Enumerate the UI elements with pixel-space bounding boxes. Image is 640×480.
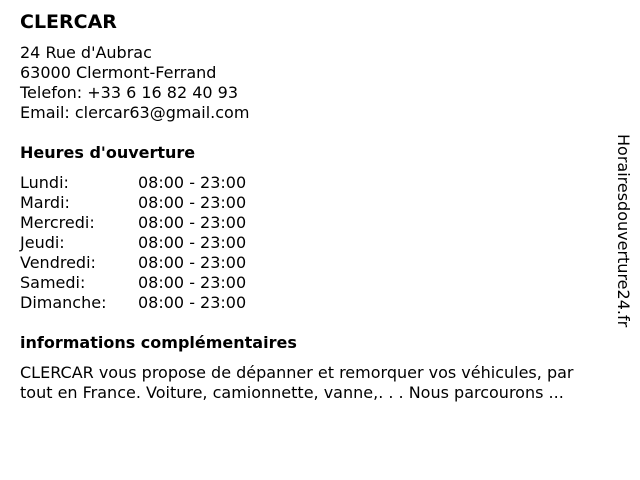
hours-row-vendredi — [20, 253, 620, 273]
contact-block — [20, 43, 620, 123]
hours-heading: Heures d'ouverture — [20, 143, 196, 162]
time-range: 08:00 - 23:00 — [138, 293, 247, 312]
hours-row-dimanche — [20, 293, 620, 313]
address-city: 63000 Clermont-Ferrand — [20, 63, 217, 82]
hours-row-mercredi — [20, 213, 620, 233]
time-range: 08:00 - 23:00 — [138, 193, 247, 212]
address-street: 24 Rue d'Aubrac — [20, 43, 152, 62]
day-label: Mardi: — [20, 193, 70, 212]
time-range: 08:00 - 23:00 — [138, 213, 247, 232]
description-line: tout en France. Voiture, camionnette, vanne,. . . Nous parcourons ... — [20, 383, 564, 402]
phone-number: Telefon: +33 6 16 82 40 93 — [20, 83, 239, 102]
time-range: 08:00 - 23:00 — [138, 233, 247, 252]
hours-row-samedi — [20, 273, 620, 293]
hours-row-mardi — [20, 193, 620, 213]
time-range: 08:00 - 23:00 — [138, 253, 247, 272]
day-label: Dimanche: — [20, 293, 107, 312]
day-label: Lundi: — [20, 173, 69, 192]
email-address: Email: clercar63@gmail.com — [20, 103, 250, 122]
info-heading: informations complémentaires — [20, 333, 297, 352]
day-label: Mercredi: — [20, 213, 95, 232]
business-name: CLERCAR — [20, 11, 117, 33]
site-watermark: Horairesdouverture24.fr — [614, 134, 633, 328]
hours-table — [20, 173, 620, 313]
description-line: CLERCAR vous propose de dépanner et remorquer vos véhicules, par — [20, 363, 574, 382]
day-label: Vendredi: — [20, 253, 96, 272]
hours-row-lundi — [20, 173, 620, 193]
day-label: Jeudi: — [20, 233, 65, 252]
info-description — [20, 363, 620, 403]
hours-row-jeudi — [20, 233, 620, 253]
time-range: 08:00 - 23:00 — [138, 273, 247, 292]
time-range: 08:00 - 23:00 — [138, 173, 247, 192]
day-label: Samedi: — [20, 273, 86, 292]
business-card — [20, 10, 620, 403]
